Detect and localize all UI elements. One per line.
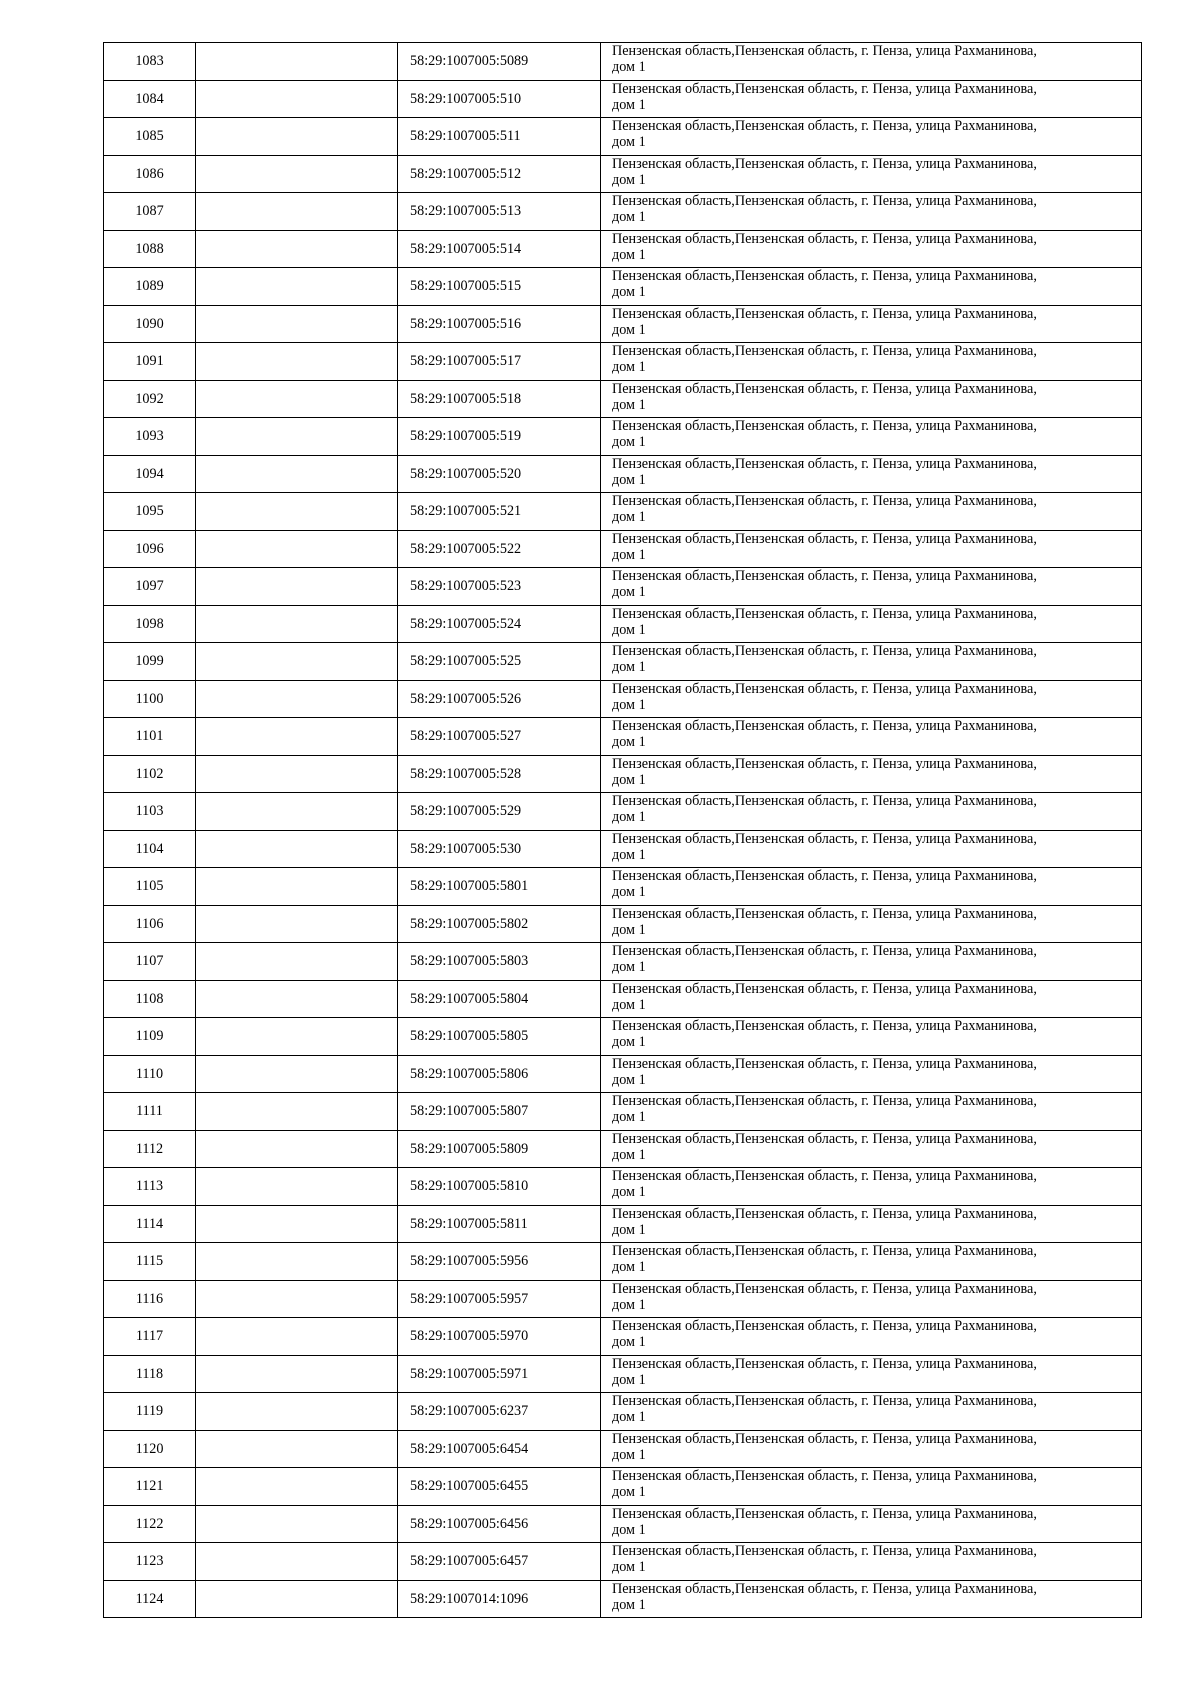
address-line-1: Пензенская область,Пензенская область, г. Пенза, улица Рахманинова, <box>612 1430 1037 1447</box>
row-number-cell: 1107 <box>104 943 196 981</box>
empty-cell <box>196 1543 398 1581</box>
table-row <box>104 1093 1142 1131</box>
address-cell <box>601 343 1142 381</box>
empty-cell <box>196 230 398 268</box>
table-row <box>104 155 1142 193</box>
row-number-cell: 1095 <box>104 493 196 531</box>
address-cell <box>601 1580 1142 1618</box>
table-row <box>104 1505 1142 1543</box>
cadastral-number-cell: 58:29:1007005:5805 <box>398 1018 601 1056</box>
row-number-cell: 1098 <box>104 605 196 643</box>
table-row <box>104 43 1142 81</box>
row-number-cell: 1114 <box>104 1205 196 1243</box>
cadastral-number-cell: 58:29:1007005:517 <box>398 343 601 381</box>
address-line-2: дом 1 <box>612 246 646 263</box>
address-cell <box>601 43 1142 81</box>
address-line-1: Пензенская область,Пензенская область, г. Пенза, улица Рахманинова, <box>612 868 1037 884</box>
address-cell <box>601 1055 1142 1093</box>
cadastral-number-cell: 58:29:1007005:511 <box>398 118 601 156</box>
address-line-2: дом 1 <box>612 1221 646 1238</box>
row-number-cell: 1100 <box>104 680 196 718</box>
row-number-cell: 1086 <box>104 155 196 193</box>
row-number-cell: 1117 <box>104 1318 196 1356</box>
empty-cell <box>196 418 398 456</box>
cadastral-number-cell: 58:29:1007014:1096 <box>398 1580 601 1618</box>
address-cell <box>601 1280 1142 1318</box>
address-cell <box>601 530 1142 568</box>
cadastral-number-cell: 58:29:1007005:5801 <box>398 868 601 906</box>
address-line-2: дом 1 <box>612 996 646 1013</box>
address-line-1: Пензенская область,Пензенская область, г. Пенза, улица Рахманинова, <box>612 343 1037 359</box>
empty-cell <box>196 1093 398 1131</box>
address-cell <box>601 868 1142 906</box>
table-row <box>104 418 1142 456</box>
row-number-cell: 1113 <box>104 1168 196 1206</box>
row-number-cell: 1094 <box>104 455 196 493</box>
table-row <box>104 1580 1142 1618</box>
address-line-2: дом 1 <box>612 434 646 450</box>
table-row <box>104 268 1142 306</box>
row-number-cell: 1111 <box>104 1093 196 1131</box>
address-line-2: дом 1 <box>612 96 646 113</box>
row-number-cell: 1122 <box>104 1505 196 1543</box>
cadastral-number-cell: 58:29:1007005:518 <box>398 380 601 418</box>
address-cell <box>601 605 1142 643</box>
empty-cell <box>196 605 398 643</box>
table-row <box>104 118 1142 156</box>
address-line-2: дом 1 <box>612 884 646 900</box>
address-line-2: дом 1 <box>612 396 646 413</box>
row-number-cell: 1109 <box>104 1018 196 1056</box>
table-row <box>104 793 1142 831</box>
row-number-cell: 1110 <box>104 1055 196 1093</box>
row-number-cell: 1097 <box>104 568 196 606</box>
address-line-1: Пензенская область,Пензенская область, г. Пенза, улица Рахманинова, <box>612 155 1037 172</box>
address-line-1: Пензенская область,Пензенская область, г. Пенза, улица Рахманинова, <box>612 230 1037 247</box>
empty-cell <box>196 980 398 1018</box>
address-cell <box>601 793 1142 831</box>
address-line-1: Пензенская область,Пензенская область, г. Пенза, улица Рахманинова, <box>612 943 1037 959</box>
address-line-1: Пензенская область,Пензенская область, г. Пенза, улица Рахманинова, <box>612 1543 1037 1559</box>
row-number-cell: 1106 <box>104 905 196 943</box>
address-line-2: дом 1 <box>612 321 646 338</box>
table-row <box>104 680 1142 718</box>
row-number-cell: 1088 <box>104 230 196 268</box>
row-number-cell: 1112 <box>104 1130 196 1168</box>
address-line-1: Пензенская область,Пензенская область, г. Пенза, улица Рахманинова, <box>612 1318 1037 1334</box>
table-row <box>104 1018 1142 1056</box>
row-number-cell: 1123 <box>104 1543 196 1581</box>
row-number-cell: 1099 <box>104 643 196 681</box>
table-row <box>104 980 1142 1018</box>
cadastral-number-cell: 58:29:1007005:530 <box>398 830 601 868</box>
empty-cell <box>196 1168 398 1206</box>
row-number-cell: 1087 <box>104 193 196 231</box>
cadastral-number-cell: 58:29:1007005:512 <box>398 155 601 193</box>
address-cell <box>601 193 1142 231</box>
address-line-1: Пензенская область,Пензенская область, г. Пенза, улица Рахманинова, <box>612 1280 1037 1297</box>
cadastral-number-cell: 58:29:1007005:527 <box>398 718 601 756</box>
cadastral-number-cell: 58:29:1007005:524 <box>398 605 601 643</box>
address-line-1: Пензенская область,Пензенская область, г. Пенза, улица Рахманинова, <box>612 1093 1037 1109</box>
row-number-cell: 1089 <box>104 268 196 306</box>
cadastral-number-cell: 58:29:1007005:6237 <box>398 1393 601 1431</box>
address-line-2: дом 1 <box>612 1409 646 1425</box>
empty-cell <box>196 268 398 306</box>
cadastral-number-cell: 58:29:1007005:514 <box>398 230 601 268</box>
empty-cell <box>196 118 398 156</box>
table-row <box>104 1243 1142 1281</box>
address-cell <box>601 568 1142 606</box>
cadastral-number-cell: 58:29:1007005:5089 <box>398 43 601 81</box>
row-number-cell: 1096 <box>104 530 196 568</box>
address-line-2: дом 1 <box>612 696 646 713</box>
address-line-2: дом 1 <box>612 59 646 75</box>
cadastral-number-cell: 58:29:1007005:526 <box>398 680 601 718</box>
cadastral-number-cell: 58:29:1007005:520 <box>398 455 601 493</box>
table-row <box>104 80 1142 118</box>
address-line-2: дом 1 <box>612 1446 646 1463</box>
cadastral-number-cell: 58:29:1007005:6457 <box>398 1543 601 1581</box>
cadastral-number-cell: 58:29:1007005:5810 <box>398 1168 601 1206</box>
row-number-cell: 1116 <box>104 1280 196 1318</box>
cadastral-number-cell: 58:29:1007005:6454 <box>398 1430 601 1468</box>
empty-cell <box>196 1355 398 1393</box>
table-row <box>104 343 1142 381</box>
row-number-cell: 1118 <box>104 1355 196 1393</box>
cadastral-number-cell: 58:29:1007005:5806 <box>398 1055 601 1093</box>
empty-cell <box>196 155 398 193</box>
address-line-1: Пензенская область,Пензенская область, г. Пенза, улица Рахманинова, <box>612 380 1037 397</box>
table-row <box>104 493 1142 531</box>
empty-cell <box>196 793 398 831</box>
address-line-2: дом 1 <box>612 1259 646 1275</box>
empty-cell <box>196 530 398 568</box>
table-row <box>104 1130 1142 1168</box>
address-line-2: дом 1 <box>612 1521 646 1538</box>
empty-cell <box>196 193 398 231</box>
cadastral-number-cell: 58:29:1007005:5957 <box>398 1280 601 1318</box>
address-line-1: Пензенская область,Пензенская область, г. Пенза, улица Рахманинова, <box>612 80 1037 97</box>
address-line-2: дом 1 <box>612 1146 646 1163</box>
address-cell <box>601 1243 1142 1281</box>
address-line-2: дом 1 <box>612 621 646 638</box>
empty-cell <box>196 455 398 493</box>
row-number-cell: 1102 <box>104 755 196 793</box>
table-row <box>104 455 1142 493</box>
cadastral-number-cell: 58:29:1007005:521 <box>398 493 601 531</box>
address-line-1: Пензенская область,Пензенская область, г. Пенза, улица Рахманинова, <box>612 1355 1037 1372</box>
address-cell <box>601 980 1142 1018</box>
address-line-2: дом 1 <box>612 846 646 863</box>
table-row <box>104 1055 1142 1093</box>
empty-cell <box>196 43 398 81</box>
address-line-2: дом 1 <box>612 1596 646 1613</box>
table-row <box>104 1468 1142 1506</box>
row-number-cell: 1105 <box>104 868 196 906</box>
cadastral-number-cell: 58:29:1007005:6456 <box>398 1505 601 1543</box>
table-row <box>104 1543 1142 1581</box>
empty-cell <box>196 1393 398 1431</box>
address-cell <box>601 418 1142 456</box>
address-cell <box>601 305 1142 343</box>
address-line-1: Пензенская область,Пензенская область, г. Пенза, улица Рахманинова, <box>612 268 1037 284</box>
empty-cell <box>196 380 398 418</box>
address-line-2: дом 1 <box>612 471 646 488</box>
address-cell <box>601 380 1142 418</box>
table-row <box>104 905 1142 943</box>
address-line-1: Пензенская область,Пензенская область, г. Пенза, улица Рахманинова, <box>612 980 1037 997</box>
table-row <box>104 643 1142 681</box>
empty-cell <box>196 643 398 681</box>
cadastral-number-cell: 58:29:1007005:5804 <box>398 980 601 1018</box>
address-cell <box>601 943 1142 981</box>
empty-cell <box>196 568 398 606</box>
address-cell <box>601 680 1142 718</box>
empty-cell <box>196 680 398 718</box>
address-line-1: Пензенская область,Пензенская область, г. Пенза, улица Рахманинова, <box>612 43 1037 59</box>
address-line-2: дом 1 <box>612 1071 646 1088</box>
row-number-cell: 1120 <box>104 1430 196 1468</box>
empty-cell <box>196 1130 398 1168</box>
table-row <box>104 530 1142 568</box>
table-row <box>104 1280 1142 1318</box>
empty-cell <box>196 868 398 906</box>
empty-cell <box>196 1580 398 1618</box>
address-cell <box>601 1093 1142 1131</box>
table-row <box>104 943 1142 981</box>
table-row <box>104 868 1142 906</box>
address-line-1: Пензенская область,Пензенская область, г. Пенза, улица Рахманинова, <box>612 1168 1037 1184</box>
address-cell <box>601 755 1142 793</box>
cadastral-number-cell: 58:29:1007005:5956 <box>398 1243 601 1281</box>
address-line-2: дом 1 <box>612 209 646 225</box>
table-row <box>104 830 1142 868</box>
row-number-cell: 1121 <box>104 1468 196 1506</box>
address-line-2: дом 1 <box>612 734 646 750</box>
table-row <box>104 230 1142 268</box>
cadastral-number-cell: 58:29:1007005:5971 <box>398 1355 601 1393</box>
empty-cell <box>196 718 398 756</box>
address-line-1: Пензенская область,Пензенская область, г. Пенза, улица Рахманинова, <box>612 1393 1037 1409</box>
cadastral-number-cell: 58:29:1007005:510 <box>398 80 601 118</box>
table-row <box>104 1318 1142 1356</box>
cadastral-number-cell: 58:29:1007005:522 <box>398 530 601 568</box>
table-row <box>104 1355 1142 1393</box>
cadastral-number-cell: 58:29:1007005:516 <box>398 305 601 343</box>
address-cell <box>601 905 1142 943</box>
cadastral-number-cell: 58:29:1007005:513 <box>398 193 601 231</box>
cadastral-number-cell: 58:29:1007005:528 <box>398 755 601 793</box>
address-line-1: Пензенская область,Пензенская область, г. Пенза, улица Рахманинова, <box>612 530 1037 547</box>
cadastral-number-cell: 58:29:1007005:5807 <box>398 1093 601 1131</box>
empty-cell <box>196 80 398 118</box>
empty-cell <box>196 830 398 868</box>
address-line-2: дом 1 <box>612 1109 646 1125</box>
table-row <box>104 718 1142 756</box>
empty-cell <box>196 305 398 343</box>
cadastral-number-cell: 58:29:1007005:529 <box>398 793 601 831</box>
address-line-1: Пензенская область,Пензенская область, г. Пенза, улица Рахманинова, <box>612 905 1037 922</box>
cadastral-number-cell: 58:29:1007005:6455 <box>398 1468 601 1506</box>
address-line-2: дом 1 <box>612 1334 646 1350</box>
empty-cell <box>196 1243 398 1281</box>
address-line-1: Пензенская область,Пензенская область, г. Пенза, улица Рахманинова, <box>612 830 1037 847</box>
table-row <box>104 755 1142 793</box>
address-line-1: Пензенская область,Пензенская область, г. Пенза, улица Рахманинова, <box>612 1580 1037 1597</box>
empty-cell <box>196 905 398 943</box>
address-cell <box>601 1318 1142 1356</box>
empty-cell <box>196 343 398 381</box>
cadastral-number-cell: 58:29:1007005:519 <box>398 418 601 456</box>
address-line-1: Пензенская область,Пензенская область, г. Пенза, улица Рахманинова, <box>612 755 1037 772</box>
cadastral-number-cell: 58:29:1007005:515 <box>398 268 601 306</box>
address-cell <box>601 1205 1142 1243</box>
address-cell <box>601 1468 1142 1506</box>
address-line-1: Пензенская область,Пензенская область, г. Пенза, улица Рахманинова, <box>612 193 1037 209</box>
address-cell <box>601 268 1142 306</box>
empty-cell <box>196 943 398 981</box>
row-number-cell: 1108 <box>104 980 196 1018</box>
address-cell <box>601 155 1142 193</box>
empty-cell <box>196 755 398 793</box>
cadastral-number-cell: 58:29:1007005:5809 <box>398 1130 601 1168</box>
cadastral-number-cell: 58:29:1007005:5970 <box>398 1318 601 1356</box>
empty-cell <box>196 1018 398 1056</box>
row-number-cell: 1124 <box>104 1580 196 1618</box>
empty-cell <box>196 1318 398 1356</box>
address-line-1: Пензенская область,Пензенская область, г. Пенза, улица Рахманинова, <box>612 680 1037 697</box>
empty-cell <box>196 1468 398 1506</box>
address-line-2: дом 1 <box>612 1184 646 1200</box>
row-number-cell: 1093 <box>104 418 196 456</box>
table-row <box>104 193 1142 231</box>
address-line-1: Пензенская область,Пензенская область, г. Пенза, улица Рахманинова, <box>612 605 1037 622</box>
empty-cell <box>196 1205 398 1243</box>
cadastral-number-cell: 58:29:1007005:523 <box>398 568 601 606</box>
address-line-2: дом 1 <box>612 359 646 375</box>
address-cell <box>601 1505 1142 1543</box>
address-line-1: Пензенская область,Пензенская область, г. Пенза, улица Рахманинова, <box>612 305 1037 322</box>
address-line-1: Пензенская область,Пензенская область, г. Пенза, улица Рахманинова, <box>612 1018 1037 1034</box>
address-line-1: Пензенская область,Пензенская область, г. Пенза, улица Рахманинова, <box>612 1055 1037 1072</box>
address-cell <box>601 1130 1142 1168</box>
address-line-1: Пензенская область,Пензенская область, г. Пенза, улица Рахманинова, <box>612 455 1037 472</box>
address-cell <box>601 1018 1142 1056</box>
address-line-1: Пензенская область,Пензенская область, г. Пенза, улица Рахманинова, <box>612 643 1037 659</box>
address-line-1: Пензенская область,Пензенская область, г. Пенза, улица Рахманинова, <box>612 1205 1037 1222</box>
address-line-1: Пензенская область,Пензенская область, г. Пенза, улица Рахманинова, <box>612 568 1037 584</box>
row-number-cell: 1101 <box>104 718 196 756</box>
row-number-cell: 1104 <box>104 830 196 868</box>
cadastral-number-cell: 58:29:1007005:525 <box>398 643 601 681</box>
address-line-1: Пензенская область,Пензенская область, г. Пенза, улица Рахманинова, <box>612 1243 1037 1259</box>
address-line-2: дом 1 <box>612 1484 646 1500</box>
address-cell <box>601 493 1142 531</box>
address-line-2: дом 1 <box>612 659 646 675</box>
empty-cell <box>196 1505 398 1543</box>
address-line-2: дом 1 <box>612 509 646 525</box>
address-line-2: дом 1 <box>612 584 646 600</box>
address-line-1: Пензенская область,Пензенская область, г. Пенза, улица Рахманинова, <box>612 118 1037 134</box>
table-row <box>104 1168 1142 1206</box>
address-cell <box>601 718 1142 756</box>
empty-cell <box>196 1280 398 1318</box>
cadastral-number-cell: 58:29:1007005:5803 <box>398 943 601 981</box>
address-line-2: дом 1 <box>612 1559 646 1575</box>
address-line-1: Пензенская область,Пензенская область, г. Пенза, улица Рахманинова, <box>612 493 1037 509</box>
row-number-cell: 1092 <box>104 380 196 418</box>
empty-cell <box>196 1430 398 1468</box>
address-line-2: дом 1 <box>612 771 646 788</box>
address-line-1: Пензенская область,Пензенская область, г. Пенза, улица Рахманинова, <box>612 1505 1037 1522</box>
table-row <box>104 1430 1142 1468</box>
row-number-cell: 1083 <box>104 43 196 81</box>
address-line-2: дом 1 <box>612 546 646 563</box>
address-cell <box>601 80 1142 118</box>
address-line-2: дом 1 <box>612 921 646 938</box>
address-line-1: Пензенская область,Пензенская область, г. Пенза, улица Рахманинова, <box>612 718 1037 734</box>
address-cell <box>601 830 1142 868</box>
address-line-2: дом 1 <box>612 171 646 188</box>
address-line-2: дом 1 <box>612 1371 646 1388</box>
address-line-2: дом 1 <box>612 1034 646 1050</box>
address-cell <box>601 643 1142 681</box>
empty-cell <box>196 1055 398 1093</box>
address-cell <box>601 1393 1142 1431</box>
row-number-cell: 1084 <box>104 80 196 118</box>
address-line-2: дом 1 <box>612 284 646 300</box>
table-row <box>104 1393 1142 1431</box>
empty-cell <box>196 493 398 531</box>
address-line-1: Пензенская область,Пензенская область, г. Пенза, улица Рахманинова, <box>612 418 1037 434</box>
address-cell <box>601 1168 1142 1206</box>
address-cell <box>601 1543 1142 1581</box>
address-cell <box>601 1430 1142 1468</box>
row-number-cell: 1103 <box>104 793 196 831</box>
address-line-1: Пензенская область,Пензенская область, г. Пенза, улица Рахманинова, <box>612 793 1037 809</box>
row-number-cell: 1085 <box>104 118 196 156</box>
address-cell <box>601 1355 1142 1393</box>
table-row <box>104 605 1142 643</box>
cadastral-number-cell: 58:29:1007005:5811 <box>398 1205 601 1243</box>
row-number-cell: 1115 <box>104 1243 196 1281</box>
row-number-cell: 1091 <box>104 343 196 381</box>
address-line-2: дом 1 <box>612 1296 646 1313</box>
address-line-1: Пензенская область,Пензенская область, г. Пенза, улица Рахманинова, <box>612 1130 1037 1147</box>
address-cell <box>601 455 1142 493</box>
row-number-cell: 1090 <box>104 305 196 343</box>
address-line-2: дом 1 <box>612 809 646 825</box>
registry-table <box>103 42 1142 1618</box>
row-number-cell: 1119 <box>104 1393 196 1431</box>
table-body <box>104 43 1142 1618</box>
table-row <box>104 305 1142 343</box>
table-row <box>104 380 1142 418</box>
table-row <box>104 568 1142 606</box>
address-line-1: Пензенская область,Пензенская область, г. Пенза, улица Рахманинова, <box>612 1468 1037 1484</box>
address-line-2: дом 1 <box>612 134 646 150</box>
address-line-2: дом 1 <box>612 959 646 975</box>
table-row <box>104 1205 1142 1243</box>
address-cell <box>601 230 1142 268</box>
cadastral-number-cell: 58:29:1007005:5802 <box>398 905 601 943</box>
address-cell <box>601 118 1142 156</box>
